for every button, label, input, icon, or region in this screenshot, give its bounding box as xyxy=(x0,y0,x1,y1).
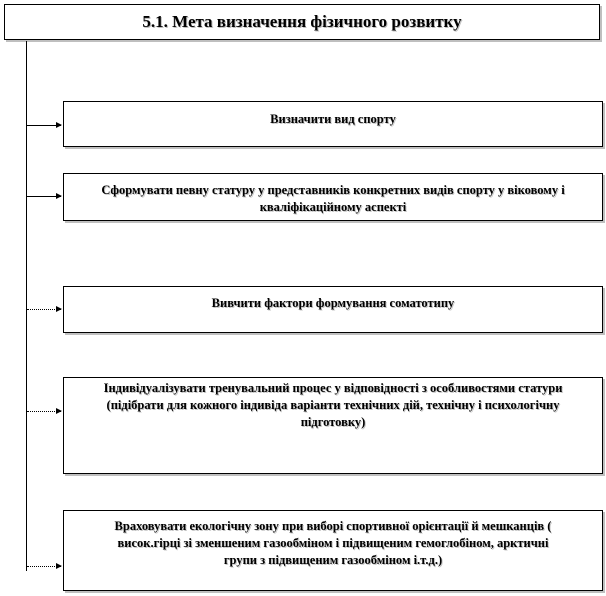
goal-text-1: Визначити вид спорту xyxy=(270,112,396,126)
goal-text-5: Враховувати екологічну зону при виборі спортивної орієнтації й мешканців ( висок.гірці зі зменшеним газообміном і підвищеним гемоглобіном, арктичні групи з підвищеним газообміном і.т.д.) xyxy=(114,519,552,567)
arrow-goal-4 xyxy=(27,411,61,412)
goal-text-2: Сформувати певну статуру у представників конкретних видів спорту у віковому і кваліфікаційному аспекті xyxy=(101,183,565,214)
arrow-goal-5 xyxy=(27,566,61,567)
goal-box-2 xyxy=(63,173,603,221)
goal-box-3 xyxy=(63,286,603,333)
goal-box-1 xyxy=(63,101,603,147)
arrow-goal-1 xyxy=(27,125,61,126)
goal-text-3: Вивчити фактори формування соматотипу xyxy=(211,296,455,310)
connector-trunk-line xyxy=(26,41,27,571)
diagram-title: 5.1. Мета визначення фізичного розвитку xyxy=(4,4,600,40)
goal-text-4: Індивідуалізувати тренувальний процес у відповідності з особливостями статури (підібрати для кожного індивіда варіанти технічних дій, технічну і психологічну підготовку) xyxy=(103,381,563,429)
goal-box-5 xyxy=(63,510,603,591)
arrow-goal-2 xyxy=(27,196,61,197)
goal-box-4 xyxy=(63,377,603,474)
arrow-goal-3 xyxy=(27,309,61,310)
